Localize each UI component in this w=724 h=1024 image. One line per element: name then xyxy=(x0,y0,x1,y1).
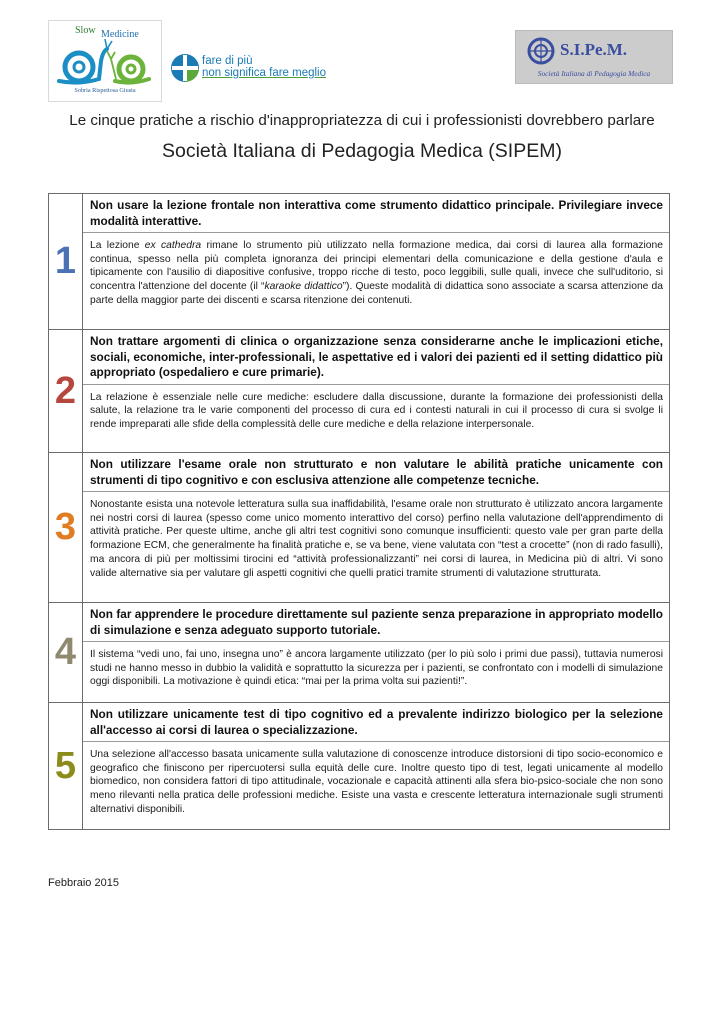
slow-medicine-motto: Sobria Rispettosa Giusta xyxy=(74,87,136,94)
practices-table xyxy=(48,193,670,830)
practice-number-2: 2 xyxy=(49,330,83,452)
fare-di-piu-logo xyxy=(170,53,352,85)
sipem-subtitle: Società Italiana di Pedagogia Medica xyxy=(537,69,651,78)
practice-number-5: 5 xyxy=(49,703,83,829)
slow-medicine-logo xyxy=(48,20,162,102)
practice-number-4: 4 xyxy=(49,603,83,702)
sipem-logo xyxy=(515,30,673,84)
slow-medicine-title: Slow Medicine xyxy=(75,25,139,40)
practice-body-5: Una selezione all'accesso basata unicamente sulla valutazione di conoscenze introduce distorsioni di tipo socio-economico e geografico che finiscono per ripercuotersi sulla equità delle cure. Inoltre questo tipo di test, legati unicamente al modello biomedico, non considera fattori di tipo attitudinale, vocazionale e capacità attinenti alla sfera bio-psico-sociale che non sono meno rilevanti nella pratica delle professioni mediche. Esiste una vasta e crescente letteratura internazionale sugli strumenti alternativi disponibili. xyxy=(90,749,663,815)
fare-di-piu-line1: fare di più xyxy=(202,55,253,67)
practice-body-4: Il sistema “vedi uno, fai uno, insegna uno” è ancora largamente utilizzato (per lo più solo i primi due passi), tuttavia numerosi studi ne hanno messo in dubbio la validità e soprattutto la sicurezza per i pazienti, se confrontato con i modelli di simulazione oggi disponibili. La motivazione è quindi etica: “mai per la prima volta sui pazienti!”. xyxy=(90,649,663,688)
practice-row-1 xyxy=(49,194,669,329)
practice-heading-4: Non far apprendere le procedure direttamente sul paziente senza preparazione in appropriato modello di simulazione e senza adeguato supporto tutoriale. xyxy=(83,603,669,642)
practice-number-3: 3 xyxy=(49,453,83,602)
practice-row-3 xyxy=(49,452,669,602)
page-heading: Le cinque pratiche a rischio d'inappropriatezza di cui i professionisti dovrebbero parlare xyxy=(69,112,655,129)
fare-di-piu-line2: non significa fare meglio xyxy=(202,67,327,79)
practice-body-3: Nonostante esista una notevole letteratura sulla sua inaffidabilità, l'esame orale non strutturato è utilizzato ancora largamente nei nostri corsi di laurea (spesso come unico momento interattivo del corso) perfino nella valutazione dell'apprendimento di attività pratiche. Per queste ultime, anche gli altri test cognitivi sono comunque insufficienti: questo vale per gran parte della formazione ECM, che generalmente ha finalità pratiche e, se va bene, viene valutata con “test a crocette” (non di rado fasulli), ma ancora di più per moltissimi tirocini ed “attività professionalizzanti” nei corsi di laurea, in Medicina più di altri. Vi sono valide alternative sia per valutare gli aspetti cognitivi che quelli pratici tramite strumenti di valutazione strutturata. xyxy=(90,499,663,579)
page-subheading: Società Italiana di Pedagogia Medica (SIPEM) xyxy=(162,140,562,162)
practice-heading-5: Non utilizzare unicamente test di tipo cognitivo ed a prevalente indirizzo biologico per la selezione all'accesso ai corsi di laurea o specializzazione. xyxy=(83,703,669,742)
practice-number-1: 1 xyxy=(49,194,83,329)
practice-body-1: La lezione ex cathedra rimane lo strumento più utilizzato nella formazione medica, dai corsi di laurea alla formazione continua, spesso nella più completa ignoranza dei principi elementari della comunicazione e della gestione d'aula e tipicamente con l'ausilio di diapositive confusive, troppo ricche di testo, poco leggibili, sulle quali, invece che sull'uditorio, si concentra l'attenzione del docente (il “karaoke didattico”). Queste modalità di didattica sono associate a scarsa attenzione da parte della maggior parte dei discenti e scarsa ritenzione dei contenuti. xyxy=(90,240,663,306)
sipem-title: S.I.Pe.M. xyxy=(560,40,628,59)
practice-heading-3: Non utilizzare l'esame orale non strutturato e non valutare le abilità pratiche unicamente con strumenti di tipo cognitivo e con esclusiva attenzione alle competenze tecniche. xyxy=(83,453,669,492)
practice-row-4 xyxy=(49,602,669,702)
practice-row-2 xyxy=(49,329,669,452)
footer-date: Febbraio 2015 xyxy=(48,877,119,889)
practice-heading-2: Non trattare argomenti di clinica o organizzazione senza considerarne anche le implicazioni etiche, sociali, economiche, inter-professionali, le aspettative ed i valori dei pazienti ed il setting didattico più appropriato (ospedaliero e cure primarie). xyxy=(83,330,669,385)
cross-circle-icon xyxy=(170,53,200,83)
sipem-emblem-icon xyxy=(524,36,558,66)
practice-row-5 xyxy=(49,702,669,829)
practice-heading-1: Non usare la lezione frontale non interattiva come strumento didattico principale. Privilegiare invece modalità interattive. xyxy=(83,194,669,233)
practice-body-2: La relazione è essenziale nelle cure mediche: escludere dalla discussione, durante la formazione dei professionisti della salute, la relazione tra le varie componenti del processo di cura ed i contesti naturali in cui il processo di cura si svolge li rende impreparati alle sfide della complessità delle cure mediche e della relazione interpersonale. xyxy=(90,391,663,430)
